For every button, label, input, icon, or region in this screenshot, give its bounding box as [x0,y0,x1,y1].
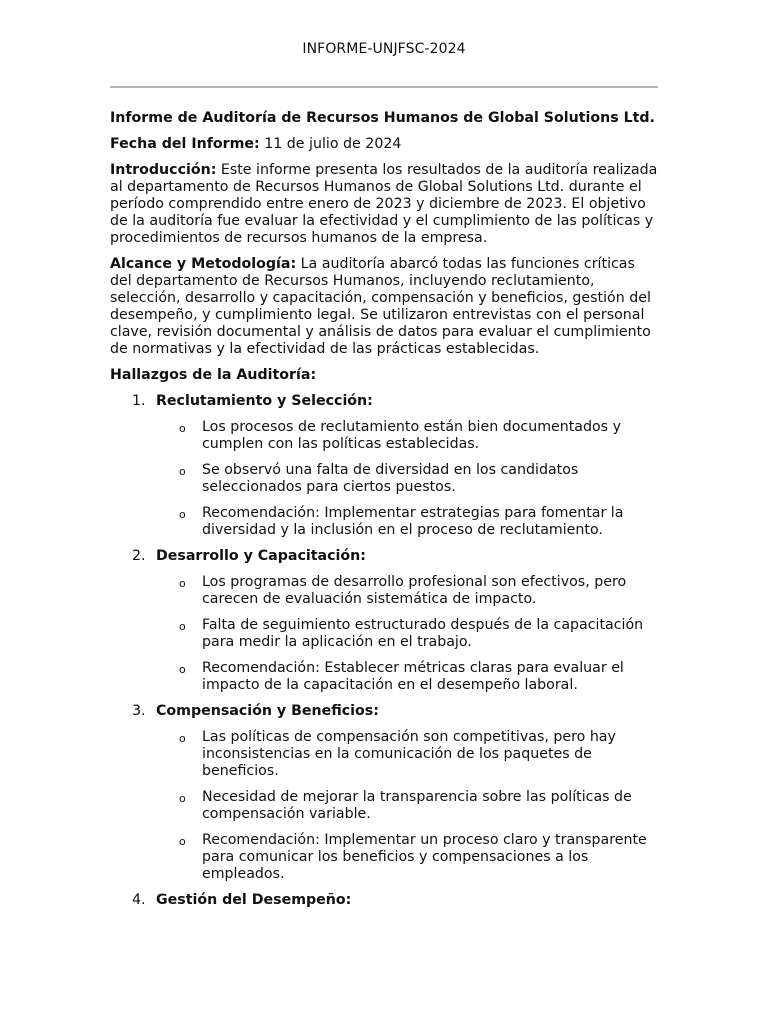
circle-bullet-icon: o [179,422,186,435]
list-item [156,729,660,780]
findings-list [110,393,660,909]
date-value: 11 de julio de 2024 [264,136,402,152]
list-item-text: Necesidad de mejorar la transparencia sobre las políticas de compensación variable. [202,789,632,822]
running-head: INFORME-UNJFSC-2024 [302,41,466,57]
circle-bullet-icon: o [179,792,186,805]
list-item [156,419,660,453]
intro-label: Introducción: [110,162,217,178]
list-item-text: Se observó una falta de diversidad en los candidatos seleccionados para ciertos puestos. [202,462,579,495]
finding-title: Compensación y Beneficios: [156,703,379,719]
circle-bullet-icon: o [179,663,186,676]
circle-bullet-icon: o [179,577,186,590]
list-item [156,832,660,883]
list-item [156,660,660,694]
finding-number: 2. [132,548,146,564]
date-label: Fecha del Informe: [110,136,260,152]
findings-heading: Hallazgos de la Auditoría: [110,367,317,383]
scope-label: Alcance y Metodología: [110,256,297,272]
list-item-text: Los procesos de reclutamiento están bien documentados y cumplen con las políticas establecidas. [202,419,621,452]
finding-number: 3. [132,703,146,719]
list-item [156,505,660,539]
header-divider [110,86,658,88]
scope-text: La auditoría abarcó todas las funciones críticas del departamento de Recursos Humanos, incluyendo reclutamiento, selección, desarrollo y capacitación, compensación y beneficios, gestión del desempeño, y cumplimiento legal. Se utilizaron entrevistas con el personal clave, revisión documental y análisis de datos para evaluar el cumplimiento de normativas y la efectividad de las prácticas establecidas. [110,256,651,357]
circle-bullet-icon: o [179,508,186,521]
finding-items [156,574,660,694]
intro-text: Este informe presenta los resultados de la auditoría realizada al departamento de Recursos Humanos de Global Solutions Ltd. durante el período comprendido entre enero de 2023 y diciembre de 2023. El objetivo de la auditoría fue evaluar la efectividad y el cumplimiento de las políticas y procedimientos de recursos humanos de la empresa. [110,162,658,246]
list-item-text: Recomendación: Implementar un proceso claro y transparente para comunicar los beneficios y compensaciones a los empleados. [202,832,647,882]
list-item-text: Las políticas de compensación son competitivas, pero hay inconsistencias en la comunicación de los paquetes de beneficios. [202,729,616,779]
finding-section [110,393,660,539]
finding-section [110,892,660,909]
list-item-text: Los programas de desarrollo profesional son efectivos, pero carecen de evaluación sistemática de impacto. [202,574,627,607]
finding-title: Desarrollo y Capacitación: [156,548,366,564]
list-item-text: Falta de seguimiento estructurado después de la capacitación para medir la aplicación en el trabajo. [202,617,644,650]
finding-title: Gestión del Desempeño: [156,892,352,908]
list-item-text: Recomendación: Implementar estrategias para fomentar la diversidad y la inclusión en el proceso de reclutamiento. [202,505,624,538]
finding-number: 1. [132,393,146,409]
finding-section [110,703,660,883]
circle-bullet-icon: o [179,465,186,478]
finding-items [156,729,660,883]
list-item [156,789,660,823]
circle-bullet-icon: o [179,835,186,848]
list-item [156,574,660,608]
list-item-text: Recomendación: Establecer métricas claras para evaluar el impacto de la capacitación en el desempeño laboral. [202,660,624,693]
finding-number: 4. [132,892,146,908]
introduction-paragraph [110,162,660,247]
scope-paragraph [110,256,660,358]
circle-bullet-icon: o [179,620,186,633]
report-title: Informe de Auditoría de Recursos Humanos de Global Solutions Ltd. [110,110,655,126]
finding-items [156,419,660,539]
document-body [110,110,660,918]
finding-title: Reclutamiento y Selección: [156,393,373,409]
list-item [156,462,660,496]
report-date [110,136,660,153]
list-item [156,617,660,651]
circle-bullet-icon: o [179,732,186,745]
finding-section [110,548,660,694]
